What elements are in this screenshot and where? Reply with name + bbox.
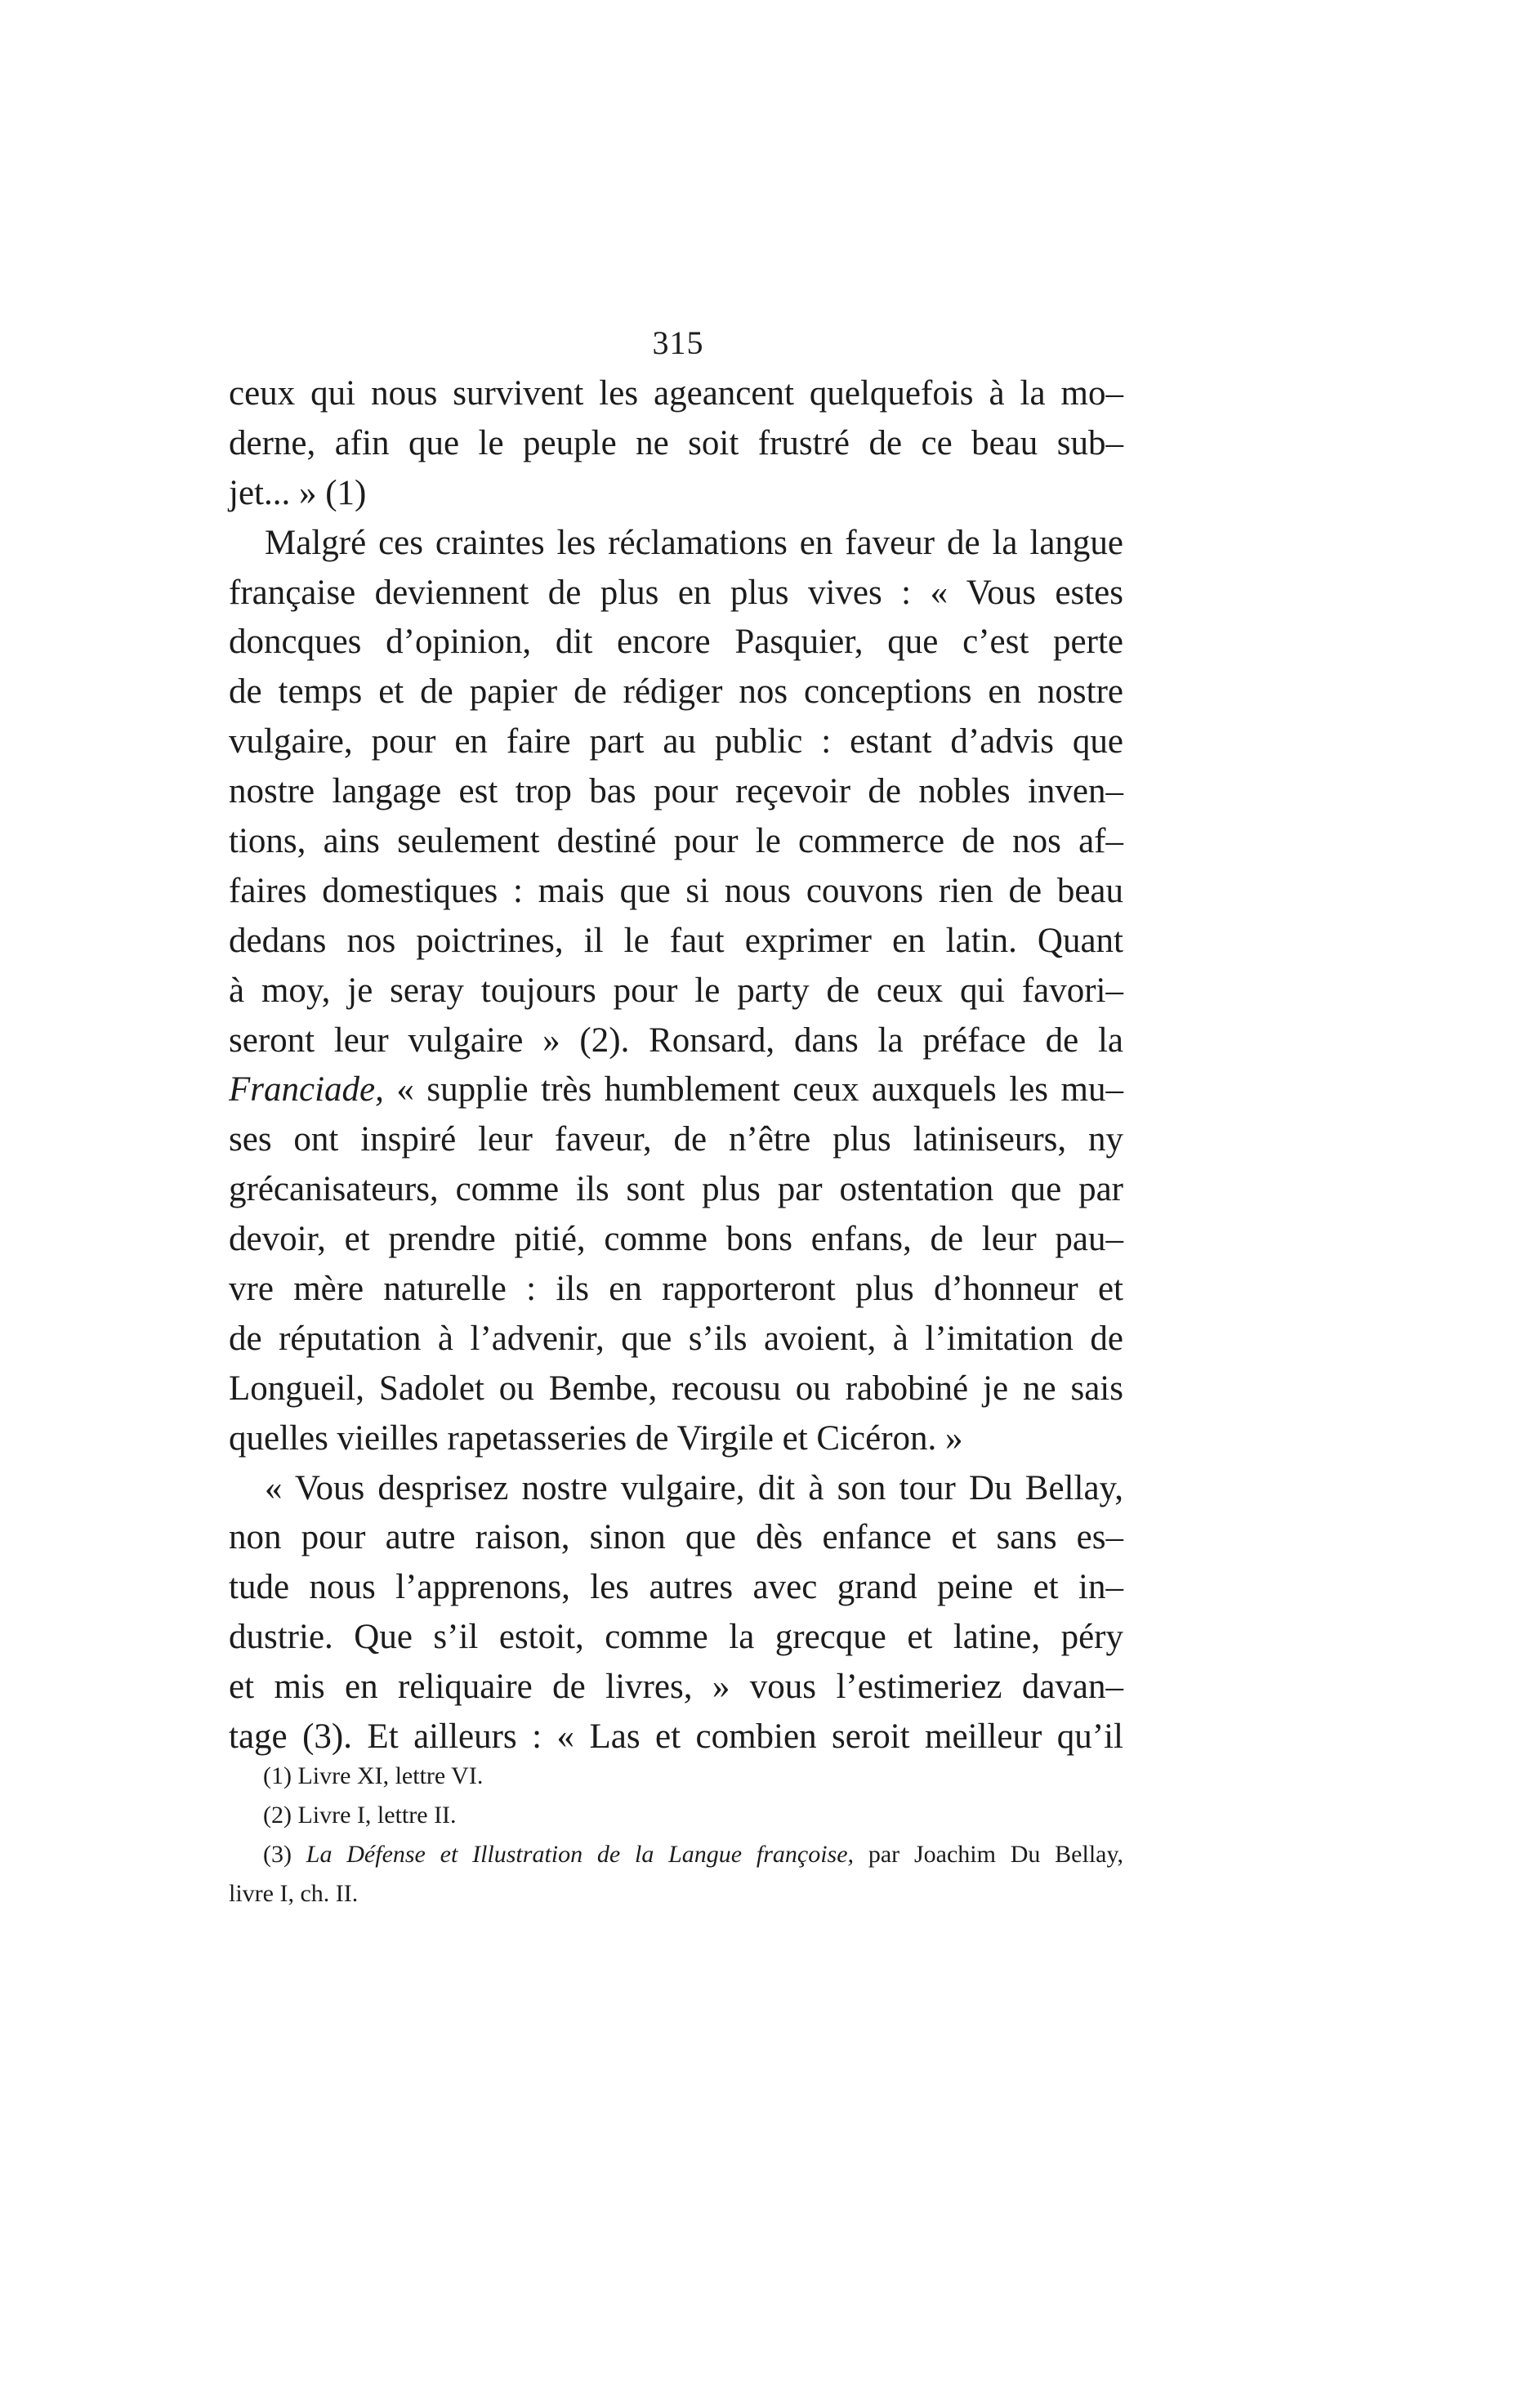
footnote-3-label: (3) [263,1841,292,1868]
text-line: tude nous l’apprenons, les autres avec grand peine et in– [229,1568,1123,1607]
text-line: à moy, je seray toujours pour le party de ceux qui favori– [229,971,1123,1010]
footnote-3-continuation: livre I, ch. II. [229,1880,359,1907]
text-line: vulgaire, pour en faire part au public : estant d’advis que [229,722,1123,761]
open-quote: « [396,1070,414,1110]
text-line: Malgré ces craintes les réclamations en faveur de la langue [265,523,1123,562]
footnote-3-author: par Joachim Du Bellay, [868,1841,1124,1868]
text-line: devoir, et prendre pitié, comme bons enfans, de leur pau– [229,1220,1123,1259]
line-rest: supplie très humblement ceux auxquels les mu– [426,1070,1123,1110]
text-line: faires domestiques : mais que si nous couvons rien de beau [229,871,1123,910]
footnote-3 [229,1835,1123,1874]
text-line: doncques d’opinion, dit encore Pasquier, que c’est perte [229,623,1123,662]
body-text [229,369,1123,1762]
text-line: tions, ains seulement destiné pour le commerce de nos af– [229,822,1123,861]
text-line: et mis en reliquaire de livres, » vous l’estimeriez davan– [229,1668,1123,1707]
text-line: Longueil, Sadolet ou Bembe, recousu ou rabobiné je ne sais [229,1369,1123,1408]
text-line [229,1065,1123,1115]
text-line: ceux qui nous survivent les ageancent quelquefois à la mo– [229,374,1123,413]
text-line: derne, afin que le peuple ne soit frustré de ce beau sub– [229,423,1123,462]
text-line: dedans nos poictrines, il le faut exprimer en latin. Quant [229,921,1123,960]
text-line: seront leur vulgaire » (2). Ronsard, dans la préface de la [229,1020,1123,1060]
text-line: jet... » (1) [229,473,367,512]
footnotes [229,1757,1123,1914]
text-line: nostre langage est trop bas pour reçevoir de nobles inven– [229,772,1123,811]
text-line: quelles vieilles rapetasseries de Virgile et Cicéron. » [229,1418,963,1458]
franciade-title: Franciade, [229,1070,384,1110]
text-line: de réputation à l’advenir, que s’ils avoient, à l’imitation de [229,1319,1123,1358]
text-line: de temps et de papier de rédiger nos conceptions en nostre [229,672,1123,712]
text-line: vre mère naturelle : ils en rapporteront plus d’honneur et [229,1270,1123,1309]
page-number: 315 [652,324,704,361]
text-line: ses ont inspiré leur faveur, de n’être plus latiniseurs, ny [229,1120,1123,1159]
text-line: « Vous desprisez nostre vulgaire, dit à son tour Du Bellay, [265,1468,1123,1507]
footnote-1: (1) Livre XI, lettre VI. [263,1762,484,1789]
text-line: non pour autre raison, sinon que dès enfance et sans es– [229,1518,1123,1557]
text-line: tage (3). Et ailleurs : « Las et combien seroit meilleur qu’il [229,1717,1123,1757]
footnote-2: (2) Livre I, lettre II. [263,1802,457,1829]
text-line: française deviennent de plus en plus vives : « Vous estes [229,573,1123,612]
footnote-3-title: La Défense et Illustration de la Langue françoise, [306,1841,855,1868]
text-line: grécanisateurs, comme ils sont plus par ostentation que par [229,1170,1123,1209]
text-line: dustrie. Que s’il estoit, comme la grecque et latine, péry [229,1618,1123,1657]
